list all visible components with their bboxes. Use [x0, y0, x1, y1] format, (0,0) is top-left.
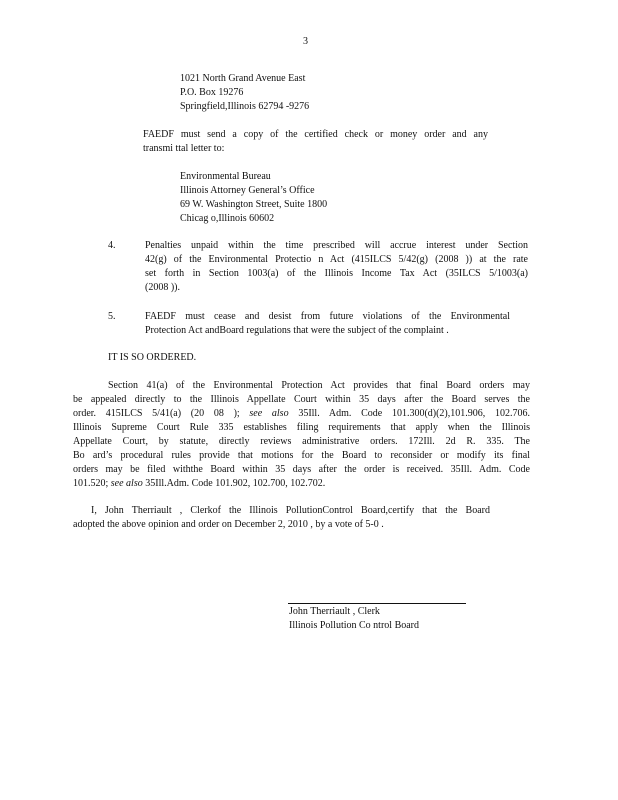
paragraph-line: be appealed directly to the Illinois Appellate Court within 35 days after the Board serves the	[73, 394, 530, 405]
address-line: Springfield,Illinois 62794 -9276	[180, 101, 310, 112]
see-also-signal: see also	[110, 478, 143, 489]
address-line: Illinois Attorney General’s Office	[180, 185, 315, 196]
paragraph-line: orders may be filed withthe Board within 35 days after the order is received. 35Ill. Adm. Code	[73, 464, 530, 475]
signature-line	[288, 603, 466, 604]
paragraph-line: Illinois Supreme Court Rule 335 establishes filing requirements that apply when the Illinois	[73, 422, 530, 433]
citation-text: 35Ill.Adm. Code 101.902, 102.700, 102.702.	[145, 478, 326, 489]
citation-text: 101.520;	[73, 478, 109, 489]
mailing-address-block	[180, 72, 309, 114]
attorney-general-address-block	[180, 170, 327, 226]
address-line: 69 W. Washington Street, Suite 1800	[180, 199, 328, 210]
paragraph-line: Appellate Court, by statute, directly reviews administrative orders. 172Ill. 2d R. 335. The	[73, 436, 530, 447]
signer-name: John Therriault , Clerk	[289, 606, 380, 617]
citation-text: 35Ill. Adm. Code 101.300(d)(2),101.906, 102.706.	[298, 408, 530, 419]
copy-instruction-paragraph	[143, 128, 488, 156]
item-4-number: 4.	[108, 240, 116, 251]
paragraph-line: FAEDF must send a copy of the certified check or money order and any	[143, 129, 488, 140]
paragraph-line: Penalties unpaid within the time prescribed will accrue interest under Section	[145, 240, 528, 251]
paragraph-line: Section 41(a) of the Environmental Protection Act provides that final Board orders may	[108, 380, 530, 391]
item-5-number: 5.	[108, 311, 116, 322]
signer-organization: Illinois Pollution Co ntrol Board	[289, 620, 420, 631]
paragraph-line: Bo ard’s procedural rules provide that motions for the Board to reconsider or modify its final	[73, 450, 530, 461]
citation-text: order. 415ILCS 5/41(a) (20 08 );	[73, 408, 240, 419]
paragraph-line: I, John Therriault , Clerkof the Illinois PollutionControl Board,certify that the Board	[91, 505, 490, 516]
paragraph-line: 42(g) of the Environmental Protectio n Act (415ILCS 5/42(g) (2008 )) at the rate	[145, 254, 528, 265]
paragraph-line: FAEDF must cease and desist from future violations of the Environmental	[145, 311, 510, 322]
paragraph-line	[73, 407, 530, 421]
item-4-text	[145, 239, 528, 295]
paragraph-line: (2008 )).	[145, 282, 180, 293]
so-ordered-heading: IT IS SO ORDERED.	[108, 352, 197, 363]
item-5-text	[145, 310, 510, 338]
address-line: Environmental Bureau	[180, 171, 271, 182]
address-line: Chicag o,Illinois 60602	[180, 213, 275, 224]
appeal-rights-paragraph	[73, 379, 530, 491]
address-line: P.O. Box 19276	[180, 87, 244, 98]
clerk-certification-paragraph	[73, 504, 490, 532]
signature-block	[289, 605, 419, 633]
address-line: 1021 North Grand Avenue East	[180, 73, 306, 84]
paragraph-line: Protection Act andBoard regulations that were the subject of the complaint .	[145, 325, 449, 336]
paragraph-line: adopted the above opinion and order on December 2, 2010 , by a vote of 5-0 .	[73, 519, 384, 530]
see-also-signal: see also	[249, 408, 289, 419]
page-number: 3	[303, 36, 308, 47]
paragraph-line: set forth in Section 1003(a) of the Illinois Income Tax Act (35ILCS 5/1003(a)	[145, 268, 528, 279]
paragraph-line	[73, 477, 530, 491]
paragraph-line: transmi ttal letter to:	[143, 143, 225, 154]
